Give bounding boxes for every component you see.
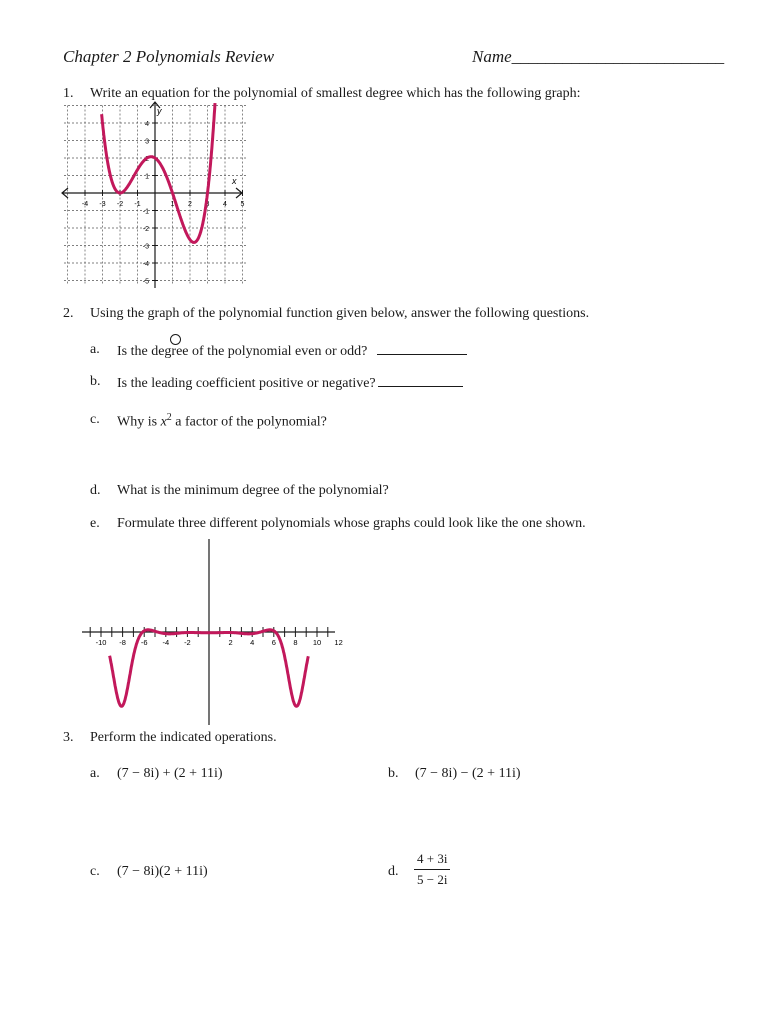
question-3-text: Perform the indicated operations. bbox=[90, 730, 277, 745]
q2-x-tick-label: -4 bbox=[162, 638, 170, 647]
q1-x-tick-label: 1 bbox=[170, 201, 175, 208]
q2e-letter: e. bbox=[90, 516, 100, 531]
q3d-numerator: 4 + 3i bbox=[414, 851, 450, 870]
q2-x-tick-label: -10 bbox=[95, 638, 107, 647]
q1-x-tick-label: -3 bbox=[99, 201, 106, 208]
question-1-graph bbox=[60, 100, 245, 290]
q2e-text: Formulate three different polynomials whose graphs could look like the one shown. bbox=[117, 516, 586, 531]
q2-x-tick-label: 2 bbox=[228, 638, 233, 647]
q2c-question bbox=[117, 412, 327, 431]
q1-y-tick-label: -3 bbox=[142, 243, 149, 251]
q2b-text: Is the leading coefficient positive or negative? bbox=[117, 376, 376, 391]
q2a-letter: a. bbox=[90, 342, 100, 357]
q2b-letter: b. bbox=[90, 374, 101, 389]
q2-x-tick-label: -2 bbox=[184, 638, 191, 647]
q1-y-tick-label: -5 bbox=[142, 278, 149, 286]
q2d-text: What is the minimum degree of the polynomial? bbox=[117, 483, 389, 498]
q2-x-tick-label: 6 bbox=[271, 638, 276, 647]
q2-x-tick-label: 4 bbox=[250, 638, 255, 647]
q2c-exponent: 2 bbox=[166, 412, 172, 423]
q2-x-tick-label: -8 bbox=[119, 638, 126, 647]
q1-axes bbox=[62, 102, 243, 288]
q3c-expression: (7 − 8i)(2 + 11i) bbox=[117, 864, 208, 879]
q3c-letter: c. bbox=[90, 864, 100, 879]
q1-y-tick-label: -4 bbox=[142, 261, 149, 268]
q1-x-tick-label: 5 bbox=[240, 201, 245, 208]
q1-x-tick-label: -4 bbox=[81, 201, 89, 208]
question-1-text: Write an equation for the polynomial of smallest degree which has the following graph: bbox=[90, 86, 581, 101]
q2-x-tick-label: -6 bbox=[140, 638, 148, 647]
q1-y-tick-label: -1 bbox=[142, 208, 149, 216]
q2a-answer-blank[interactable] bbox=[377, 342, 467, 355]
q2-x-tick-label: 10 bbox=[312, 638, 322, 647]
worksheet-title: Chapter 2 Polynomials Review bbox=[63, 47, 275, 66]
q1-y-tick-label: 2 bbox=[145, 156, 149, 163]
q2d-letter: d. bbox=[90, 483, 101, 498]
q1-x-axis-label: x bbox=[232, 176, 237, 186]
name-field-label: Name_________________________ bbox=[472, 47, 725, 66]
q3b-letter: b. bbox=[388, 766, 399, 781]
q2-x-tick-label: 12 bbox=[334, 638, 343, 647]
cursor-circle-icon bbox=[170, 334, 181, 345]
question-1-number: 1. bbox=[63, 86, 74, 101]
q1-y-tick-label: 3 bbox=[145, 138, 149, 146]
q1-x-tick-label: 4 bbox=[223, 201, 227, 208]
q1-x-tick-label: 3 bbox=[205, 201, 210, 208]
q2-x-tick-label: 8 bbox=[293, 638, 298, 647]
question-2-graph bbox=[80, 537, 343, 727]
question-2-text: Using the graph of the polynomial function given below, answer the following questions. bbox=[90, 306, 590, 321]
q1-x-tick-label: 2 bbox=[188, 201, 192, 208]
q3d-letter: d. bbox=[388, 864, 399, 879]
q1-x-tick-label: -1 bbox=[134, 201, 141, 208]
q1-y-tick-label: -2 bbox=[142, 226, 149, 233]
question-2-number: 2. bbox=[63, 306, 74, 321]
q1-x-tick-label: -2 bbox=[116, 201, 124, 208]
q2b-answer-blank[interactable] bbox=[378, 374, 463, 387]
q2-tick-labels bbox=[96, 638, 343, 647]
q3d-denominator: 5 − 2i bbox=[417, 872, 448, 887]
q2c-letter: c. bbox=[90, 412, 100, 427]
q2c-text-before: Why is bbox=[117, 414, 158, 430]
q2a-text: Is the degree of the polynomial even or odd? bbox=[117, 344, 368, 359]
q1-y-tick-label: 1 bbox=[145, 173, 149, 181]
q1-polynomial-curve bbox=[102, 103, 215, 242]
q1-y-tick-label: 4 bbox=[145, 121, 149, 128]
q3a-expression: (7 − 8i) + (2 + 11i) bbox=[117, 766, 223, 781]
q1-y-axis-label: y bbox=[157, 106, 162, 116]
q3b-expression: (7 − 8i) − (2 + 11i) bbox=[415, 766, 521, 781]
q2c-variable: x bbox=[160, 414, 167, 430]
q3a-letter: a. bbox=[90, 766, 100, 781]
question-3-number: 3. bbox=[63, 730, 74, 745]
q3d-fraction bbox=[414, 851, 450, 888]
q2c-text-after: a factor of the polynomial? bbox=[175, 414, 327, 430]
